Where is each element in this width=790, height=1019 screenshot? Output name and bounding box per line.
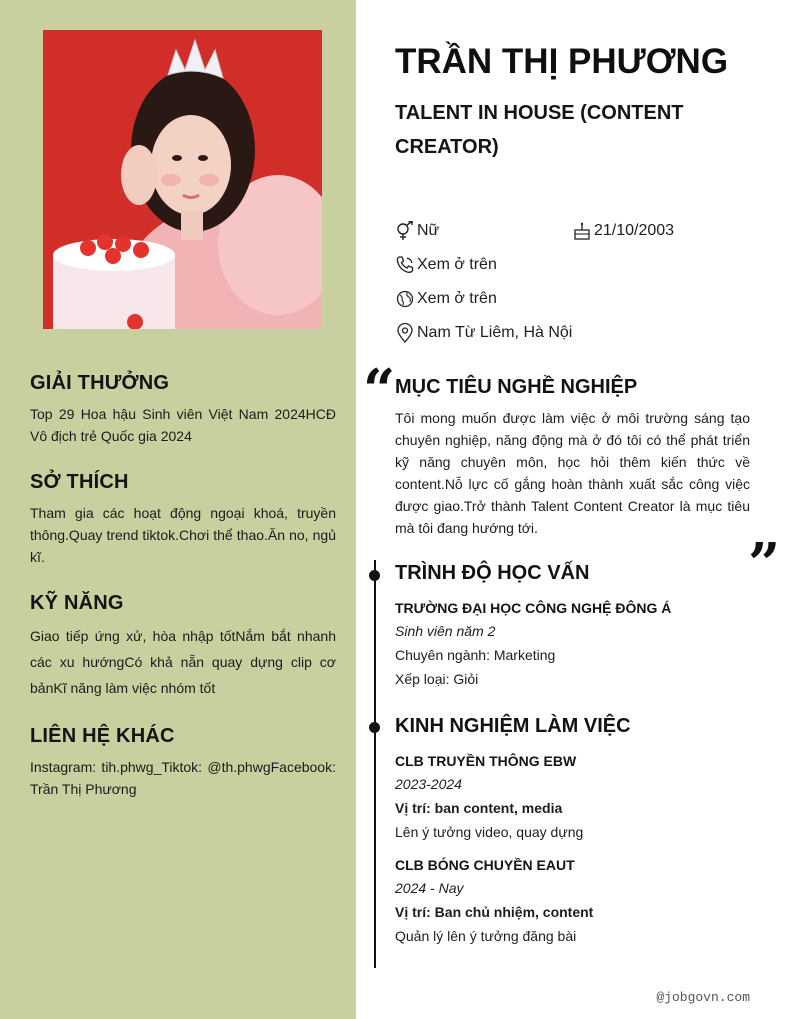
school-name: TRƯỜNG ĐẠI HỌC CÔNG NGHỆ ĐÔNG Á — [395, 600, 672, 616]
globe-icon — [395, 289, 415, 309]
experience-role: Vị trí: Ban chủ nhiệm, content — [395, 904, 594, 920]
experience-role: Vị trí: ban content, media — [395, 800, 563, 816]
timeline-dot-experience — [369, 722, 380, 733]
hobbies-text: Tham gia các hoạt động ngoại khoá, truyền thông.Quay trend tiktok.Chơi thể thao.Ăn no, ngủ kĩ. — [30, 505, 336, 565]
birthday-value: 21/10/2003 — [594, 222, 675, 239]
phone-icon — [395, 255, 415, 275]
job-title: TALENT IN HOUSE (CONTENT CREATOR) — [395, 102, 684, 158]
education-grade: Xếp loại: Giỏi — [395, 671, 479, 687]
experience-org: CLB TRUYỀN THÔNG EBW — [395, 753, 577, 769]
timeline-dot-education — [369, 570, 380, 581]
experience-entry — [395, 857, 750, 945]
gender-value: Nữ — [417, 222, 440, 239]
birthday-info — [572, 221, 674, 241]
awards-section — [30, 372, 336, 447]
education-major: Chuyên ngành: Marketing — [395, 647, 556, 663]
contact-title: LIÊN HỆ KHÁC — [30, 725, 175, 747]
candidate-name: TRẦN THỊ PHƯƠNG — [395, 42, 729, 81]
experience-period: 2023-2024 — [395, 776, 462, 792]
website-info — [395, 289, 497, 309]
gender-icon — [395, 221, 415, 241]
skills-text: Giao tiếp ứng xử, hòa nhập tốtNắm bắt nhanh các xu hướngCó khả nẵn quay dựng clip cơ bảnKĩ năng làm việc nhóm tốt — [30, 628, 336, 696]
hobbies-section — [30, 471, 336, 568]
gender-info — [395, 221, 439, 241]
profile-photo — [43, 30, 322, 329]
experience-period: 2024 - Nay — [395, 880, 464, 896]
awards-title: GIẢI THƯỞNG — [30, 372, 170, 394]
left-sidebar — [0, 0, 356, 1019]
education-title: TRÌNH ĐỘ HỌC VẤN — [395, 562, 590, 584]
address-value: Nam Từ Liêm, Hà Nội — [417, 324, 573, 341]
location-pin-icon — [395, 323, 415, 343]
experience-org: CLB BÓNG CHUYỀN EAUT — [395, 857, 575, 873]
objective-title: MỤC TIÊU NGHỀ NGHIỆP — [395, 376, 638, 398]
objective-text: Tôi mong muốn được làm việc ở môi trường sáng tạo chuyên nghiệp, năng động mà ở đó tôi có thể phát triển kỹ năng chuyên môn, học hỏi thêm kiến thức về content.Nỗ lực cố gắng hoàn thành xuất sắc công việc được giao.Trở thành Talent Content Creator là mục tiêu mà tôi đang hướng tới. — [395, 410, 750, 536]
timeline-line — [374, 560, 376, 968]
quote-open-icon: “ — [363, 357, 396, 423]
skills-section — [30, 592, 336, 701]
education-entry — [395, 600, 750, 688]
phone-value: Xem ở trên — [417, 256, 497, 273]
experience-desc: Quản lý lên ý tưởng đăng bài — [395, 928, 577, 944]
quote-close-icon: ” — [748, 531, 781, 597]
experience-entry — [395, 753, 750, 841]
address-info — [395, 323, 572, 343]
experience-title: KINH NGHIỆM LÀM VIỆC — [395, 715, 631, 737]
cake-icon — [572, 221, 592, 241]
contact-section — [30, 725, 336, 800]
experience-desc: Lên ý tưởng video, quay dựng — [395, 824, 584, 840]
awards-text: Top 29 Hoa hậu Sinh viên Việt Nam 2024HCĐ Vô địch trẻ Quốc gia 2024 — [30, 406, 336, 444]
hobbies-title: SỞ THÍCH — [30, 471, 129, 493]
footer-watermark: @jobgovn.com — [656, 990, 750, 1005]
education-year: Sinh viên năm 2 — [395, 623, 496, 639]
skills-title: KỸ NĂNG — [30, 592, 124, 614]
contact-text: Instagram: tih.phwg_Tiktok: @th.phwgFacebook: Trần Thị Phương — [30, 759, 336, 797]
phone-info — [395, 255, 497, 275]
website-value: Xem ở trên — [417, 290, 497, 307]
